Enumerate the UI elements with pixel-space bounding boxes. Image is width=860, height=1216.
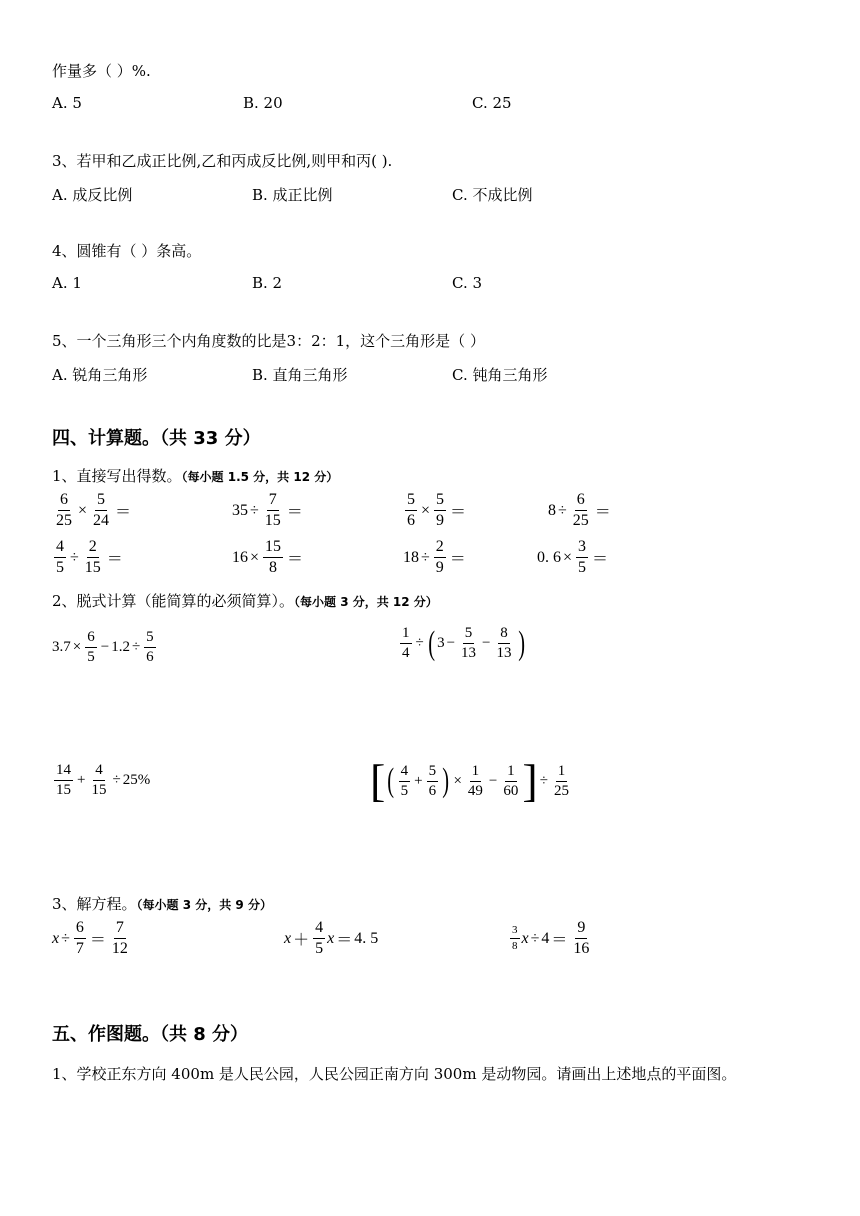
numerator: 9: [575, 920, 587, 939]
direct-calc-1: [52, 492, 133, 529]
fraction: [510, 925, 520, 952]
numerator: 5: [463, 626, 475, 644]
q3-option-c[interactable]: C. 不成比例: [452, 186, 533, 204]
direct-calc-7: [403, 539, 468, 576]
math-token: 0. 6: [537, 548, 561, 566]
step-calc-1: [52, 630, 158, 665]
q2-option-b[interactable]: B. 20: [243, 94, 283, 112]
fraction: [495, 626, 514, 661]
fraction: [144, 630, 156, 665]
math-token: ＝: [449, 551, 466, 568]
q2-tail: 作量多（ ）%.: [52, 62, 151, 80]
s4-q2-note: （每小题 3 分，共 12 分）: [294, 595, 438, 609]
math-token: 25%: [122, 772, 151, 788]
fraction: [54, 539, 66, 576]
s4-q1-heading: [52, 465, 338, 486]
direct-calc-2: [232, 492, 305, 529]
math-token: ÷: [539, 772, 548, 789]
fraction: [434, 492, 446, 529]
denominator: 15: [56, 782, 71, 798]
fraction: [91, 492, 111, 529]
fraction: [74, 920, 86, 957]
denominator: 5: [56, 559, 64, 576]
math-token: ＝: [286, 504, 303, 521]
s4-q3-heading: [52, 893, 272, 914]
math-token: 3: [437, 635, 445, 651]
numerator: 8: [498, 626, 510, 644]
math-token: ＝: [106, 551, 123, 568]
q5-option-c[interactable]: C. 钝角三角形: [452, 366, 548, 384]
math-token: ÷: [421, 548, 430, 566]
numerator: 5: [427, 764, 439, 782]
fraction: [552, 764, 571, 799]
numerator: 2: [434, 539, 446, 558]
numerator: 7: [267, 492, 279, 511]
math-token: ÷: [250, 501, 259, 519]
bracket: [: [370, 755, 386, 806]
math-token: ＝: [115, 504, 132, 521]
s4-q3-text: 3、解方程。: [52, 895, 137, 913]
denominator: 15: [84, 559, 101, 576]
numerator: 1: [505, 764, 517, 782]
fraction: [54, 492, 74, 529]
math-token: ×: [78, 501, 88, 519]
numerator: 4: [93, 763, 105, 781]
direct-calc-6: [232, 539, 305, 576]
math-token: ×: [72, 639, 82, 655]
numerator: 3: [510, 925, 520, 939]
denominator: 25: [572, 512, 589, 529]
numerator: 6: [58, 492, 70, 511]
numerator: 7: [114, 920, 126, 939]
fraction: [501, 764, 520, 799]
fraction: [54, 763, 73, 798]
equation-3: [508, 920, 593, 957]
numerator: 1: [556, 764, 568, 782]
numerator: 14: [54, 763, 73, 781]
math-token: x: [521, 929, 529, 947]
s4-q2-heading: [52, 590, 438, 611]
numerator: 5: [405, 492, 417, 511]
denominator: 8: [512, 940, 518, 952]
numerator: 5: [144, 630, 156, 648]
numerator: 6: [74, 920, 86, 939]
fraction: [466, 764, 485, 799]
math-token: ＝: [287, 551, 304, 568]
denominator: 5: [315, 940, 324, 957]
step-calc-2: [398, 626, 527, 661]
q2-option-a[interactable]: A. 5: [52, 94, 82, 112]
denominator: 60: [503, 782, 519, 799]
math-token: ÷: [530, 929, 540, 947]
math-token: ＝: [551, 932, 568, 949]
bracket: ): [517, 624, 525, 662]
denominator: 24: [93, 512, 110, 529]
numerator: 2: [87, 539, 99, 558]
denominator: 7: [75, 940, 84, 957]
math-token: ×: [250, 548, 260, 566]
section5-title: 五、作图题。（共 8 分）: [52, 1024, 249, 1045]
denominator: 6: [407, 512, 415, 529]
denominator: 25: [56, 512, 72, 529]
denominator: 9: [436, 512, 445, 529]
denominator: 6: [146, 649, 154, 665]
math-token: ÷: [131, 639, 141, 655]
denominator: 9: [435, 559, 444, 576]
equation-2: [284, 920, 378, 957]
math-token: −: [446, 635, 456, 651]
denominator: 49: [467, 782, 483, 799]
direct-calc-5: [52, 539, 125, 576]
fraction: [459, 626, 478, 661]
math-token: ×: [453, 772, 462, 789]
fraction: [576, 539, 588, 576]
denominator: 5: [400, 782, 409, 799]
denominator: 15: [264, 512, 281, 529]
fraction: [83, 539, 103, 576]
math-token: ÷: [112, 772, 121, 788]
equation-1: [52, 920, 132, 957]
bracket: ]: [522, 755, 538, 806]
step-calc-4: [370, 755, 573, 806]
fraction: [405, 492, 417, 529]
s5-q1-text: 1、学校正东方向 400m 是人民公园，人民公园正南方向 300m 是动物园。请画出上述地点的平面图。: [52, 1065, 737, 1083]
denominator: 5: [578, 559, 587, 576]
math-token: ÷: [61, 929, 70, 947]
numerator: 4: [399, 764, 411, 782]
math-token: ÷: [415, 635, 424, 651]
denominator: 12: [111, 940, 128, 957]
math-token: 4: [541, 929, 550, 947]
q4-option-b[interactable]: B. 2: [252, 274, 283, 292]
math-token: ＝: [336, 932, 353, 949]
fraction: [571, 492, 591, 529]
section4-title: 四、计算题。（共 33 分）: [52, 428, 261, 449]
fraction: [400, 626, 412, 661]
q3-option-a[interactable]: A. 成反比例: [52, 186, 133, 204]
numerator: 3: [576, 539, 588, 558]
fraction: [313, 920, 325, 957]
fraction: [571, 920, 591, 957]
math-token: ＝: [450, 504, 467, 521]
step-calc-3: [52, 763, 150, 798]
fraction: [110, 920, 130, 957]
math-token: −: [100, 639, 110, 655]
fraction: [427, 764, 439, 799]
q4-text: 4、圆锥有（ ）条高。: [52, 242, 202, 260]
denominator: 16: [573, 940, 590, 957]
q3-text: 3、若甲和乙成正比例,乙和丙成反比例,则甲和丙( ).: [52, 152, 393, 170]
math-token: ＝: [592, 551, 609, 568]
q2-option-c[interactable]: C. 25: [472, 94, 512, 112]
q5-option-a[interactable]: A. 锐角三角形: [52, 366, 148, 384]
direct-calc-3: [403, 492, 468, 529]
math-token: 4. 5: [354, 929, 379, 947]
math-token: x: [284, 929, 292, 947]
math-token: 18: [403, 548, 419, 566]
direct-calc-8: [537, 539, 610, 576]
math-token: ＝: [594, 504, 611, 521]
denominator: 4: [402, 645, 410, 661]
denominator: 15: [91, 782, 107, 798]
math-token: 16: [232, 548, 248, 566]
s4-q1-note: （每小题 1.5 分，共 12 分）: [181, 470, 339, 484]
math-token: 1.2: [111, 639, 130, 655]
numerator: 6: [575, 492, 587, 511]
math-token: 35: [232, 501, 248, 519]
q5-option-b[interactable]: B. 直角三角形: [252, 366, 348, 384]
numerator: 4: [313, 920, 325, 939]
numerator: 1: [400, 626, 412, 644]
bracket: (: [387, 762, 395, 799]
math-token: ＋: [293, 932, 310, 949]
numerator: 5: [434, 492, 446, 511]
s4-q1-text: 1、直接写出得数。: [52, 467, 182, 485]
bracket: (: [428, 624, 435, 662]
denominator: 13: [496, 645, 512, 661]
denominator: 8: [269, 559, 278, 576]
fraction: [263, 492, 283, 529]
s4-q2-text: 2、脱式计算（能简算的必须简算）。: [52, 592, 295, 610]
q4-option-c[interactable]: C. 3: [452, 274, 483, 292]
fraction: [85, 630, 97, 665]
numerator: 1: [470, 764, 482, 782]
s4-q3-note: （每小题 3 分，共 9 分）: [136, 898, 272, 912]
denominator: 13: [461, 645, 477, 661]
fraction: [399, 764, 411, 799]
math-token: x: [52, 929, 60, 947]
fraction: [89, 763, 108, 798]
q3-option-b[interactable]: B. 成正比例: [252, 186, 333, 204]
math-token: −: [488, 772, 498, 789]
math-token: 3.7: [52, 639, 71, 655]
math-token: −: [482, 635, 491, 651]
math-token: +: [77, 772, 86, 788]
fraction: [263, 539, 283, 576]
math-token: 8: [548, 501, 556, 519]
numerator: 5: [95, 492, 107, 511]
math-token: ×: [421, 501, 431, 519]
math-token: ×: [563, 548, 573, 566]
math-token: ÷: [558, 501, 567, 519]
q5-text: 5、一个三角形三个内角度数的比是3：2：1，这个三角形是（ ）: [52, 332, 485, 350]
numerator: 6: [85, 630, 97, 648]
denominator: 25: [553, 782, 569, 799]
math-token: x: [327, 929, 335, 947]
direct-calc-4: [548, 492, 613, 529]
bracket: ): [442, 762, 450, 799]
fraction: [434, 539, 446, 576]
denominator: 6: [428, 782, 437, 799]
math-token: ＝: [89, 932, 106, 949]
q4-option-a[interactable]: A. 1: [52, 274, 82, 292]
math-token: +: [414, 772, 423, 789]
numerator: 4: [54, 539, 66, 558]
numerator: 15: [263, 539, 283, 558]
math-token: ÷: [70, 548, 79, 566]
denominator: 5: [87, 649, 95, 665]
